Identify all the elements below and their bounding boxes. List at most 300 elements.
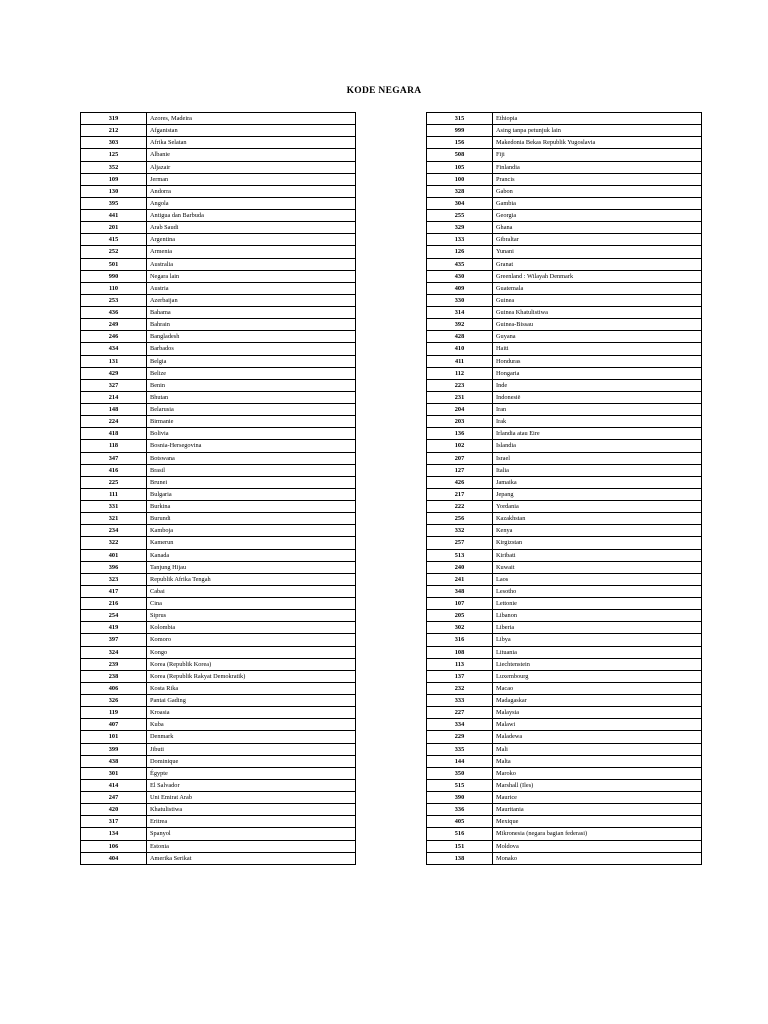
country-name-cell: Austria — [147, 282, 356, 294]
country-code-cell: 999 — [427, 125, 493, 137]
table-row — [81, 222, 356, 234]
country-code-cell: 326 — [81, 695, 147, 707]
country-code-cell: 119 — [81, 707, 147, 719]
country-code-cell: 409 — [427, 282, 493, 294]
country-code-cell: 419 — [81, 622, 147, 634]
table-row — [81, 719, 356, 731]
table-row — [81, 270, 356, 282]
country-name-cell: Ghana — [493, 222, 702, 234]
table-row — [81, 755, 356, 767]
country-name-cell: Fiji — [493, 149, 702, 161]
country-name-cell: Kirgizstan — [493, 537, 702, 549]
table-row — [427, 270, 702, 282]
country-code-cell: 223 — [427, 379, 493, 391]
table-row — [81, 319, 356, 331]
country-code-cell: 405 — [427, 816, 493, 828]
table-row — [81, 743, 356, 755]
country-code-cell: 434 — [81, 343, 147, 355]
country-code-cell: 323 — [81, 573, 147, 585]
country-code-cell: 256 — [427, 513, 493, 525]
table-row — [81, 246, 356, 258]
country-code-cell: 348 — [427, 585, 493, 597]
country-name-cell: Finlandia — [493, 161, 702, 173]
table-row — [427, 610, 702, 622]
table-row — [81, 816, 356, 828]
country-code-cell: 217 — [427, 488, 493, 500]
country-code-cell: 399 — [81, 743, 147, 755]
table-row — [81, 173, 356, 185]
country-name-cell: Kiribati — [493, 549, 702, 561]
table-row — [81, 501, 356, 513]
country-code-cell: 112 — [427, 367, 493, 379]
country-name-cell: Kongo — [147, 646, 356, 658]
country-code-cell: 410 — [427, 343, 493, 355]
country-code-cell: 108 — [427, 646, 493, 658]
country-code-cell: 515 — [427, 779, 493, 791]
table-row — [81, 355, 356, 367]
country-code-cell: 401 — [81, 549, 147, 561]
table-row — [427, 707, 702, 719]
country-name-cell: Belarusia — [147, 404, 356, 416]
country-name-cell: Guinea-Bissau — [493, 319, 702, 331]
country-code-cell: 203 — [427, 416, 493, 428]
country-name-cell: Brasil — [147, 464, 356, 476]
table-row — [427, 331, 702, 343]
table-row — [81, 792, 356, 804]
country-code-table-left — [80, 112, 356, 865]
country-name-cell: Makedonia Bekas Republik Yugoslavia — [493, 137, 702, 149]
country-code-cell: 137 — [427, 670, 493, 682]
country-name-cell: Mikronesia (negara bagian federasi) — [493, 828, 702, 840]
country-code-cell: 415 — [81, 234, 147, 246]
country-name-cell: Argentina — [147, 234, 356, 246]
country-code-cell: 106 — [81, 840, 147, 852]
country-code-cell: 134 — [81, 828, 147, 840]
country-code-cell: 435 — [427, 258, 493, 270]
table-body-right — [427, 113, 702, 865]
table-row — [427, 779, 702, 791]
table-row — [427, 210, 702, 222]
country-code-cell: 411 — [427, 355, 493, 367]
country-code-cell: 330 — [427, 294, 493, 306]
country-name-cell: Granat — [493, 258, 702, 270]
table-row — [81, 646, 356, 658]
table-row — [81, 658, 356, 670]
country-name-cell: Égypte — [147, 767, 356, 779]
country-name-cell: Azores, Madeira — [147, 113, 356, 125]
table-row — [427, 755, 702, 767]
country-code-cell: 257 — [427, 537, 493, 549]
country-code-cell: 416 — [81, 464, 147, 476]
country-code-cell: 130 — [81, 185, 147, 197]
table-row — [81, 428, 356, 440]
country-name-cell: Kroasia — [147, 707, 356, 719]
country-code-cell: 335 — [427, 743, 493, 755]
country-name-cell: Komoro — [147, 634, 356, 646]
country-name-cell: Iran — [493, 404, 702, 416]
table-row — [427, 185, 702, 197]
country-code-cell: 253 — [81, 294, 147, 306]
country-code-cell: 127 — [427, 464, 493, 476]
country-code-cell: 392 — [427, 319, 493, 331]
table-row — [427, 525, 702, 537]
country-name-cell: Guatemala — [493, 282, 702, 294]
country-code-cell: 252 — [81, 246, 147, 258]
country-name-cell: Maladewa — [493, 731, 702, 743]
country-name-cell: Amerika Serikat — [147, 852, 356, 864]
country-code-cell: 429 — [81, 367, 147, 379]
country-code-cell: 255 — [427, 210, 493, 222]
country-name-cell: Islandia — [493, 440, 702, 452]
table-row — [427, 573, 702, 585]
country-code-cell: 352 — [81, 161, 147, 173]
country-name-cell: Mexique — [493, 816, 702, 828]
table-row — [427, 222, 702, 234]
country-name-cell: Guinea Khatulistiwa — [493, 307, 702, 319]
country-code-cell: 107 — [427, 598, 493, 610]
country-name-cell: Laos — [493, 573, 702, 585]
table-row — [81, 307, 356, 319]
table-row — [81, 634, 356, 646]
country-name-cell: El Salvador — [147, 779, 356, 791]
table-row — [427, 416, 702, 428]
country-code-cell: 418 — [81, 428, 147, 440]
country-code-cell: 227 — [427, 707, 493, 719]
country-code-cell: 397 — [81, 634, 147, 646]
country-name-cell: Irak — [493, 416, 702, 428]
table-row — [81, 513, 356, 525]
table-row — [81, 622, 356, 634]
table-row — [81, 585, 356, 597]
table-row — [81, 343, 356, 355]
country-code-cell: 417 — [81, 585, 147, 597]
country-name-cell: Liechtenstein — [493, 658, 702, 670]
country-name-cell: Aljazair — [147, 161, 356, 173]
table-row — [427, 367, 702, 379]
country-name-cell: Pantai Gading — [147, 695, 356, 707]
country-code-cell: 241 — [427, 573, 493, 585]
country-name-cell: Malawi — [493, 719, 702, 731]
country-code-cell: 249 — [81, 319, 147, 331]
country-name-cell: Maroko — [493, 767, 702, 779]
table-row — [81, 476, 356, 488]
country-code-cell: 131 — [81, 355, 147, 367]
country-name-cell: Kanada — [147, 549, 356, 561]
country-code-cell: 212 — [81, 125, 147, 137]
country-name-cell: Irlandia atau Eire — [493, 428, 702, 440]
country-name-cell: Uni Emirat Arab — [147, 792, 356, 804]
country-name-cell: Cabai — [147, 585, 356, 597]
table-row — [81, 840, 356, 852]
country-name-cell: Benin — [147, 379, 356, 391]
country-code-cell: 414 — [81, 779, 147, 791]
country-name-cell: Kazakhstan — [493, 513, 702, 525]
table-row — [81, 767, 356, 779]
country-name-cell: Kosta Rika — [147, 682, 356, 694]
country-name-cell: Belgia — [147, 355, 356, 367]
country-name-cell: Georgia — [493, 210, 702, 222]
country-code-cell: 222 — [427, 501, 493, 513]
table-row — [81, 294, 356, 306]
country-code-cell: 246 — [81, 331, 147, 343]
table-row — [81, 598, 356, 610]
country-name-cell: Indonesië — [493, 391, 702, 403]
country-name-cell: Israel — [493, 452, 702, 464]
table-row — [81, 440, 356, 452]
country-code-cell: 316 — [427, 634, 493, 646]
country-code-cell: 148 — [81, 404, 147, 416]
country-name-cell: Botswana — [147, 452, 356, 464]
table-row — [81, 282, 356, 294]
country-code-cell: 319 — [81, 113, 147, 125]
country-code-cell: 501 — [81, 258, 147, 270]
table-row — [427, 767, 702, 779]
country-name-cell: Dominique — [147, 755, 356, 767]
country-name-cell: Ethiopia — [493, 113, 702, 125]
country-name-cell: Bolivia — [147, 428, 356, 440]
country-code-cell: 407 — [81, 719, 147, 731]
table-row — [81, 125, 356, 137]
country-name-cell: Estonia — [147, 840, 356, 852]
country-name-cell: Madagaskar — [493, 695, 702, 707]
country-name-cell: Armenia — [147, 246, 356, 258]
country-name-cell: Mali — [493, 743, 702, 755]
country-name-cell: Afrika Selatan — [147, 137, 356, 149]
country-code-cell: 334 — [427, 719, 493, 731]
table-row — [427, 452, 702, 464]
table-row — [427, 404, 702, 416]
country-code-cell: 136 — [427, 428, 493, 440]
table-row — [427, 561, 702, 573]
table-row — [427, 501, 702, 513]
country-code-cell: 990 — [81, 270, 147, 282]
country-name-cell: Brunei — [147, 476, 356, 488]
country-code-cell: 239 — [81, 658, 147, 670]
country-name-cell: Yunani — [493, 246, 702, 258]
table-row — [427, 549, 702, 561]
country-code-cell: 396 — [81, 561, 147, 573]
table-row — [81, 234, 356, 246]
country-name-cell: Korea (Republik Korea) — [147, 658, 356, 670]
country-code-cell: 390 — [427, 792, 493, 804]
table-row — [81, 113, 356, 125]
country-name-cell: Jamaika — [493, 476, 702, 488]
table-row — [427, 307, 702, 319]
country-code-cell: 404 — [81, 852, 147, 864]
country-code-cell: 207 — [427, 452, 493, 464]
country-name-cell: Birmanie — [147, 416, 356, 428]
country-name-cell: Bosnia-Hersegovina — [147, 440, 356, 452]
table-row — [427, 646, 702, 658]
country-name-cell: Eritrea — [147, 816, 356, 828]
table-row — [427, 695, 702, 707]
country-code-cell: 302 — [427, 622, 493, 634]
table-row — [427, 149, 702, 161]
table-row — [81, 452, 356, 464]
country-name-cell: Kuwait — [493, 561, 702, 573]
country-code-cell: 144 — [427, 755, 493, 767]
table-row — [427, 513, 702, 525]
country-code-cell: 240 — [427, 561, 493, 573]
country-code-cell: 508 — [427, 149, 493, 161]
country-name-cell: Gabon — [493, 185, 702, 197]
country-name-cell: Libya — [493, 634, 702, 646]
country-code-cell: 201 — [81, 222, 147, 234]
country-code-cell: 428 — [427, 331, 493, 343]
country-name-cell: Kuba — [147, 719, 356, 731]
country-code-cell: 214 — [81, 391, 147, 403]
country-code-cell: 347 — [81, 452, 147, 464]
country-name-cell: Guinea — [493, 294, 702, 306]
table-row — [81, 149, 356, 161]
country-name-cell: Greenland : Wilayah Denmark — [493, 270, 702, 282]
country-name-cell: Malta — [493, 755, 702, 767]
country-name-cell: Guyana — [493, 331, 702, 343]
country-code-cell: 331 — [81, 501, 147, 513]
country-code-cell: 304 — [427, 197, 493, 209]
country-name-cell: Siprus — [147, 610, 356, 622]
table-row — [427, 246, 702, 258]
table-row — [427, 282, 702, 294]
table-row — [81, 258, 356, 270]
table-row — [81, 561, 356, 573]
country-name-cell: Jerman — [147, 173, 356, 185]
country-name-cell: Kenya — [493, 525, 702, 537]
table-row — [427, 658, 702, 670]
country-name-cell: Marshall (Iles) — [493, 779, 702, 791]
table-row — [81, 852, 356, 864]
country-code-cell: 327 — [81, 379, 147, 391]
country-code-cell: 329 — [427, 222, 493, 234]
table-row — [81, 488, 356, 500]
page-title: KODE NEGARA — [346, 86, 422, 96]
country-code-cell: 231 — [427, 391, 493, 403]
table-row — [427, 113, 702, 125]
country-code-cell: 101 — [81, 731, 147, 743]
table-row — [81, 731, 356, 743]
table-row — [81, 682, 356, 694]
table-row — [81, 197, 356, 209]
country-name-cell: Prancis — [493, 173, 702, 185]
table-row — [81, 525, 356, 537]
country-name-cell: Jibuti — [147, 743, 356, 755]
country-code-cell: 109 — [81, 173, 147, 185]
country-name-cell: Angola — [147, 197, 356, 209]
country-name-cell: Mauritania — [493, 804, 702, 816]
table-row — [81, 828, 356, 840]
table-row — [427, 622, 702, 634]
table-row — [81, 707, 356, 719]
country-code-cell: 438 — [81, 755, 147, 767]
country-name-cell: Gambia — [493, 197, 702, 209]
country-code-table-right — [426, 112, 702, 865]
table-row — [427, 161, 702, 173]
table-row — [427, 816, 702, 828]
table-row — [81, 549, 356, 561]
country-code-cell: 238 — [81, 670, 147, 682]
table-row — [81, 464, 356, 476]
table-row — [81, 404, 356, 416]
country-name-cell: Spanyol — [147, 828, 356, 840]
country-code-cell: 516 — [427, 828, 493, 840]
table-row — [427, 670, 702, 682]
country-name-cell: Hongaria — [493, 367, 702, 379]
table-row — [427, 719, 702, 731]
country-name-cell: Denmark — [147, 731, 356, 743]
table-row — [427, 355, 702, 367]
table-row — [427, 137, 702, 149]
table-row — [427, 379, 702, 391]
country-name-cell: Tanjung Hijau — [147, 561, 356, 573]
country-code-cell: 395 — [81, 197, 147, 209]
table-row — [427, 343, 702, 355]
table-row — [427, 319, 702, 331]
country-code-cell: 126 — [427, 246, 493, 258]
table-row — [81, 210, 356, 222]
country-code-cell: 322 — [81, 537, 147, 549]
country-code-cell: 133 — [427, 234, 493, 246]
table-row — [427, 792, 702, 804]
table-row — [427, 682, 702, 694]
country-code-cell: 321 — [81, 513, 147, 525]
country-name-cell: Korea (Republik Rakyat Demokratik) — [147, 670, 356, 682]
table-row — [81, 804, 356, 816]
table-row — [81, 779, 356, 791]
table-row — [427, 598, 702, 610]
table-row — [427, 852, 702, 864]
country-name-cell: Khatulistiwa — [147, 804, 356, 816]
country-code-cell: 324 — [81, 646, 147, 658]
table-row — [427, 476, 702, 488]
country-code-cell: 350 — [427, 767, 493, 779]
country-name-cell: Bhutan — [147, 391, 356, 403]
country-name-cell: Lettonie — [493, 598, 702, 610]
country-name-cell: Liberia — [493, 622, 702, 634]
country-name-cell: Inde — [493, 379, 702, 391]
country-code-cell: 303 — [81, 137, 147, 149]
country-code-cell: 118 — [81, 440, 147, 452]
country-code-cell: 113 — [427, 658, 493, 670]
country-name-cell: Republik Afrika Tengah — [147, 573, 356, 585]
table-body-left — [81, 113, 356, 865]
table-row — [427, 294, 702, 306]
country-name-cell: Italia — [493, 464, 702, 476]
country-name-cell: Honduras — [493, 355, 702, 367]
country-code-cell: 125 — [81, 149, 147, 161]
country-name-cell: Lituania — [493, 646, 702, 658]
table-row — [427, 537, 702, 549]
country-name-cell: Jepang — [493, 488, 702, 500]
country-name-cell: Burundi — [147, 513, 356, 525]
table-row — [427, 125, 702, 137]
table-row — [81, 391, 356, 403]
table-row — [427, 634, 702, 646]
country-name-cell: Negara lain — [147, 270, 356, 282]
table-row — [427, 585, 702, 597]
country-code-cell: 105 — [427, 161, 493, 173]
table-row — [427, 743, 702, 755]
country-name-cell: Antigua dan Barbuda — [147, 210, 356, 222]
country-code-cell: 333 — [427, 695, 493, 707]
country-name-cell: Macao — [493, 682, 702, 694]
country-code-cell: 156 — [427, 137, 493, 149]
table-row — [427, 840, 702, 852]
country-code-cell: 205 — [427, 610, 493, 622]
country-code-cell: 247 — [81, 792, 147, 804]
country-code-cell: 406 — [81, 682, 147, 694]
table-row — [427, 197, 702, 209]
country-name-cell: Barbados — [147, 343, 356, 355]
